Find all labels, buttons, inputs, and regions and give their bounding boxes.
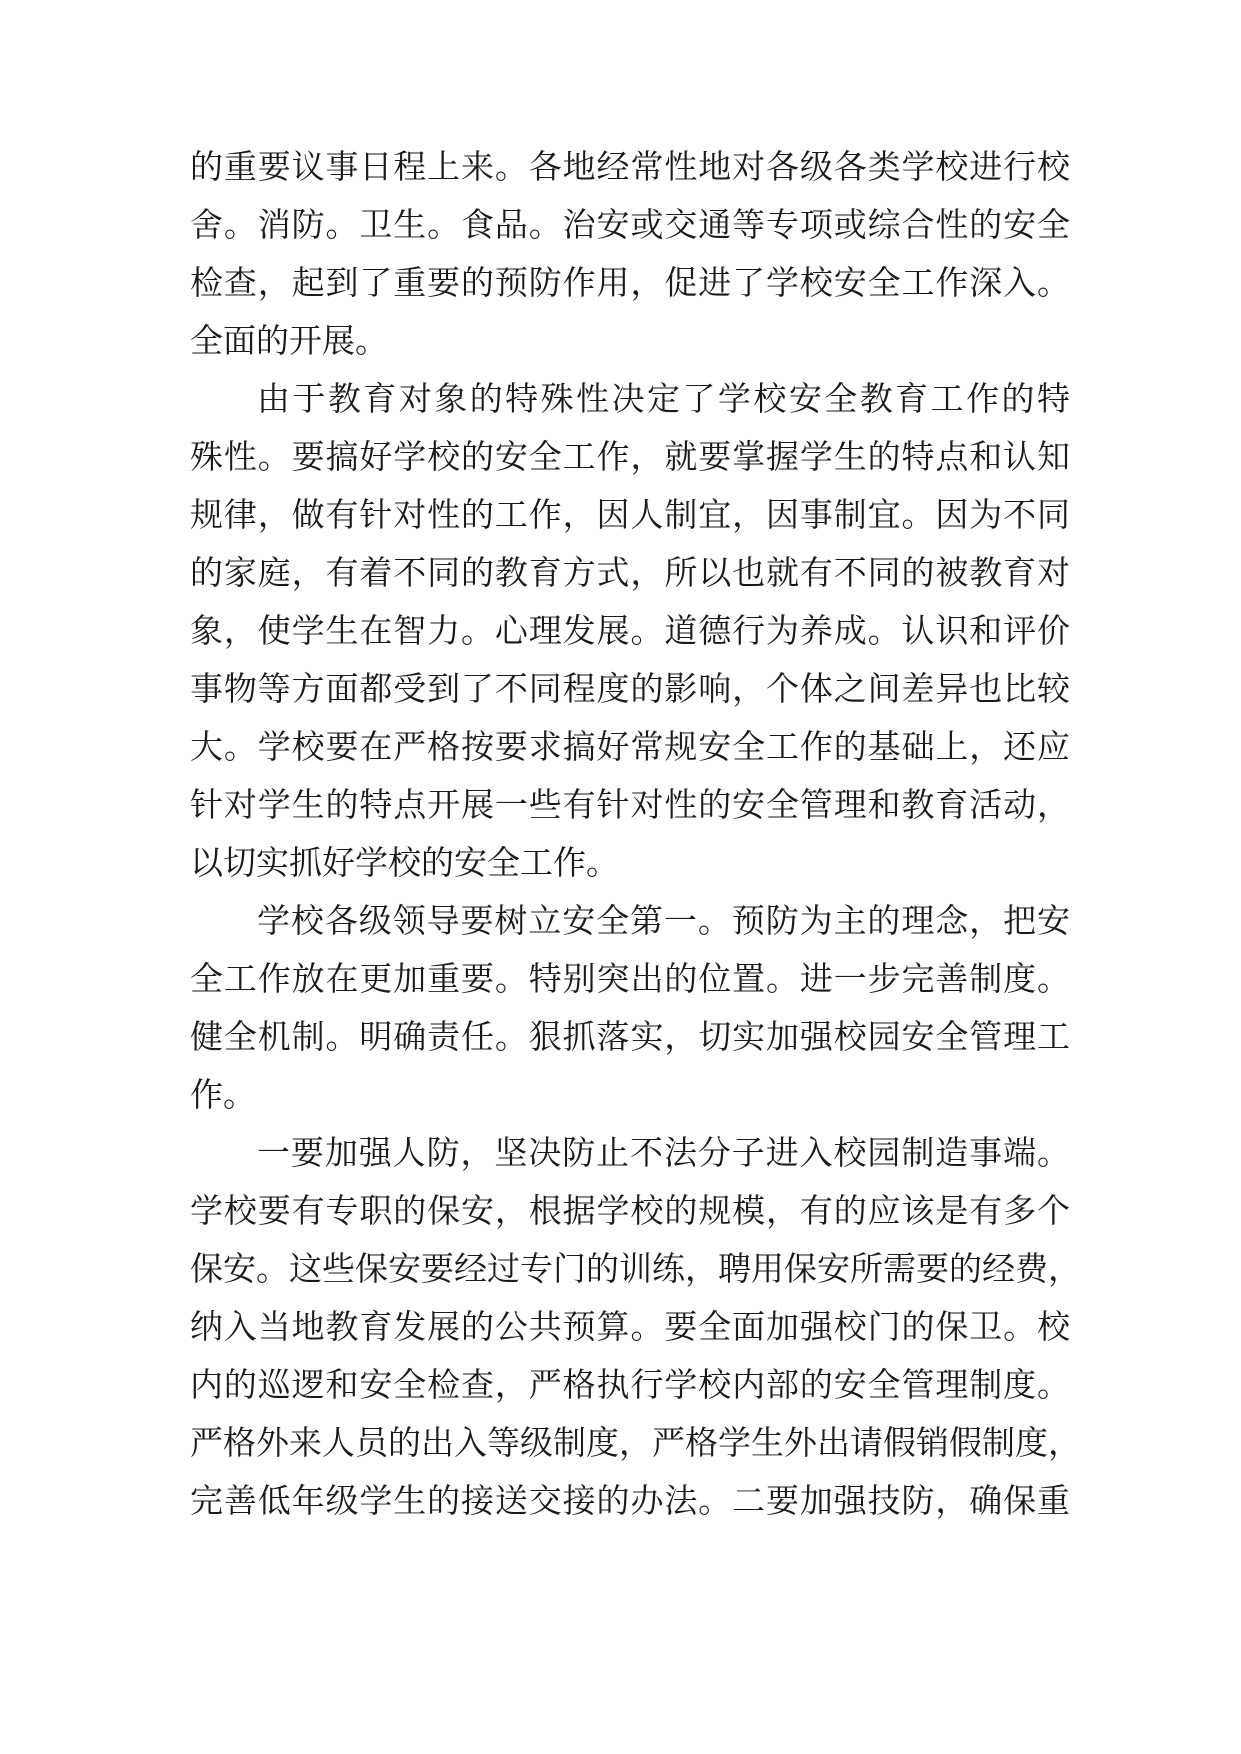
text-line: 舍。消防。卫生。食品。治安或交通等专项或综合性的安全: [190, 205, 1070, 244]
text-line: 纳入当地教育发展的公共预算。要全面加强校门的保卫。校: [190, 1307, 1070, 1346]
text-line: 学校各级领导要树立安全第一。预防为主的理念，把安: [257, 901, 1070, 940]
text-line: 针对学生的特点开展一些有针对性的安全管理和教育活动，: [190, 785, 1070, 824]
text-line: 事物等方面都受到了不同程度的影响，个体之间差异也比较: [190, 669, 1070, 708]
text-line: 大。学校要在严格按要求搞好常规安全工作的基础上，还应: [190, 727, 1070, 766]
text-line: 严格外来人员的出入等级制度，严格学生外出请假销假制度，: [190, 1423, 1081, 1462]
text-line: 全工作放在更加重要。特别突出的位置。进一步完善制度。: [190, 959, 1070, 998]
text-line: 全面的开展。: [190, 321, 388, 360]
text-line: 由于教育对象的特殊性决定了学校安全教育工作的特: [257, 379, 1070, 418]
text-line: 检查，起到了重要的预防作用，促进了学校安全工作深入。: [190, 263, 1070, 302]
text-line: 完善低年级学生的接送交接的办法。二要加强技防，确保重: [190, 1481, 1070, 1520]
text-line: 殊性。要搞好学校的安全工作，就要掌握学生的特点和认知: [190, 437, 1070, 476]
text-line: 作。: [190, 1075, 256, 1114]
text-line: 内的巡逻和安全检查，严格执行学校内部的安全管理制度。: [190, 1365, 1070, 1404]
text-line: 健全机制。明确责任。狠抓落实，切实加强校园安全管理工: [190, 1017, 1070, 1056]
text-line: 的重要议事日程上来。各地经常性地对各级各类学校进行校: [190, 147, 1070, 186]
text-line: 象，使学生在智力。心理发展。道德行为养成。认识和评价: [190, 611, 1070, 650]
text-line: 一要加强人防，坚决防止不法分子进入校园制造事端。: [257, 1133, 1070, 1172]
text-line: 保安。这些保安要经过专门的训练，聘用保安所需要的经费，: [190, 1249, 1081, 1288]
text-line: 规律，做有针对性的工作，因人制宜，因事制宜。因为不同: [190, 495, 1070, 534]
text-line: 以切实抓好学校的安全工作。: [190, 843, 619, 882]
text-line: 的家庭，有着不同的教育方式，所以也就有不同的被教育对: [190, 553, 1070, 592]
text-line: 学校要有专职的保安，根据学校的规模，有的应该是有多个: [190, 1191, 1070, 1230]
